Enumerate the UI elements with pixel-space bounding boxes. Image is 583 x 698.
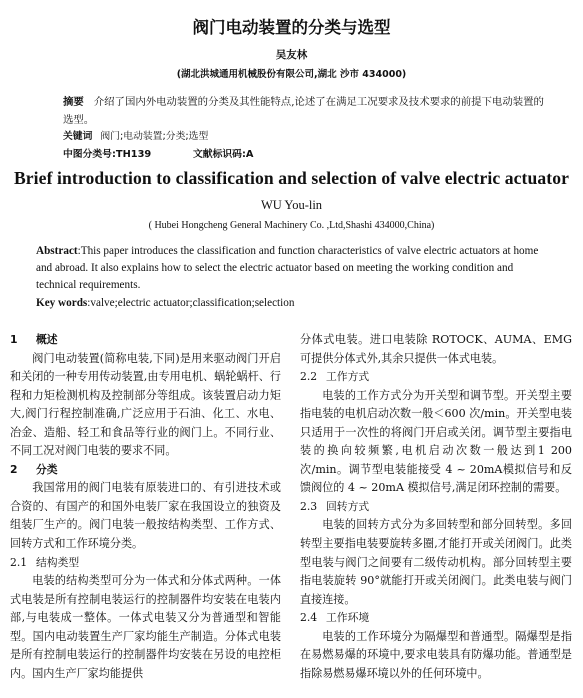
section-heading bbox=[10, 461, 281, 480]
section-number: 2.4 bbox=[300, 611, 318, 625]
abstract-cn bbox=[63, 93, 551, 129]
section-title: 分类 bbox=[36, 462, 58, 476]
section-title: 结构类型 bbox=[36, 555, 80, 569]
section-number: 2 bbox=[10, 462, 18, 476]
body-paragraph: 阀门电动装置(简称电装,下同)是用来驱动阀门开启和关闭的一种专用传动装置,由专用电机、蜗轮蜗杆、行程和力矩检测机构及控制部分等组成。该装置启动力矩大,阀门行程控制准确,广泛应用于石油、化工、水电、冶金、造船、轻工和食品等行业的阀门上。不同行业、不同工况对阀门电装的要求不同。 bbox=[10, 351, 281, 458]
section-heading bbox=[300, 609, 572, 628]
section-title: 回转方式 bbox=[326, 499, 370, 513]
section-title: 概述 bbox=[36, 333, 58, 346]
section-heading bbox=[300, 498, 572, 517]
author-name-en: WU You-lin bbox=[260, 198, 323, 212]
body-paragraph: 电装的工作环境分为隔爆型和普通型。隔爆型是指在易燃易爆的环境中,要求电装具有防爆功能。普通型是指除易燃易爆环境以外的任何环境中。 bbox=[300, 629, 572, 680]
section-title: 工作环境 bbox=[326, 611, 370, 625]
author-name-cn: 吴友林 bbox=[275, 49, 308, 61]
section-heading bbox=[10, 554, 281, 573]
section-number: 1 bbox=[10, 333, 18, 346]
keywords-cn-text: 阀门;电动装置;分类;选型 bbox=[100, 131, 209, 142]
body-column-left bbox=[10, 331, 281, 683]
keywords-cn-label: 关键词 bbox=[63, 131, 93, 142]
keywords-en-label: Key words bbox=[36, 297, 88, 309]
paper-title-en: Brief introduction to classification and selection of valve electric actuator bbox=[13, 168, 570, 188]
keywords-cn bbox=[63, 128, 208, 142]
section-number: 2.3 bbox=[300, 499, 318, 513]
affiliation-cn: (湖北洪城通用机械股份有限公司,湖北 沙市 434000) bbox=[176, 69, 407, 80]
body-paragraph: 我国常用的阀门电装有原装进口的、有引进技术或合资的、有国产的和国外电装厂家在我国设立的独资及组装厂生产的。阀门电装一般按结构类型、工作方式、回转方式和工作环境分类。 bbox=[10, 481, 281, 551]
abstract-en bbox=[36, 243, 554, 294]
body-paragraph: 电装的工作方式分为开关型和调节型。开关型主要指电装的电机启动次数一般＜600 次/min。开关型电装只适用于一次性的将阀门开启或关闭。调节型主要指电装的换向较频繁,电机启动次数一般达到1 200 次/min。调节型电装能接受 4 ~ 20mA模拟信号和反馈阀位的 4 ~ 20mA 模拟信号,满足闭环控制的需要。 bbox=[300, 388, 572, 495]
body-paragraph: 电装的回转方式分为多回转型和部分回转型。多回转型主要指电装要旋转多圈,才能打开或关闭阀门。此类型电装与阀门之间要有二级传动机构。部分回转型主要指电装旋转 90°就能打开或关闭阀门。此类电装与阀门直接连接。 bbox=[300, 518, 572, 606]
abstract-en-text: :This paper introduces the classification and function characteristics of valve electric actuators at home and abroad. It also explains how to select the electric actuator based on meeting the working condition and technical requirements. bbox=[36, 245, 539, 291]
abstract-cn-label: 摘要 bbox=[63, 96, 84, 108]
document-code: 文献标识码:A bbox=[193, 149, 254, 160]
clc-number: 中图分类号:TH139 bbox=[63, 149, 152, 160]
classification-cn bbox=[63, 146, 253, 160]
body-paragraph: 电装的结构类型可分为一体式和分体式两种。一体式电装是所有控制电装运行的控制器件均安装在电装内部,与电装成一整体。一体式电装又分为普通型和智能型。国内电动装置生产厂家均能生产制造。分体式电装是所有控制电装运行的控制器件均安装在另设的电控柜内。国内生产厂家均能提供 bbox=[10, 574, 281, 680]
paper-title-cn: 阀门电动装置的分类与选型 bbox=[192, 18, 391, 37]
section-heading bbox=[10, 331, 281, 350]
affiliation-en: ( Hubei Hongcheng General Machinery Co. ,Ltd,Shashi 434000,China) bbox=[148, 220, 435, 231]
section-number: 2.2 bbox=[300, 370, 318, 384]
keywords-en bbox=[36, 297, 294, 309]
section-heading bbox=[300, 368, 572, 387]
abstract-cn-text: 介绍了国内外电动装置的分类及其性能特点,论述了在满足工况要求及技术要求的前提下电动装置的选型。 bbox=[63, 96, 544, 126]
body-column-right bbox=[300, 331, 572, 683]
section-number: 2.1 bbox=[10, 555, 28, 569]
body-paragraph: 分体式电装。进口电装除 ROTOCK、AUMA、EMG可提供分体式外,其余只提供一体式电装。 bbox=[300, 333, 572, 365]
keywords-en-text: :valve;electric actuator;classification;selection bbox=[87, 297, 295, 309]
section-title: 工作方式 bbox=[326, 370, 370, 384]
abstract-en-label: Abstract bbox=[36, 245, 78, 257]
